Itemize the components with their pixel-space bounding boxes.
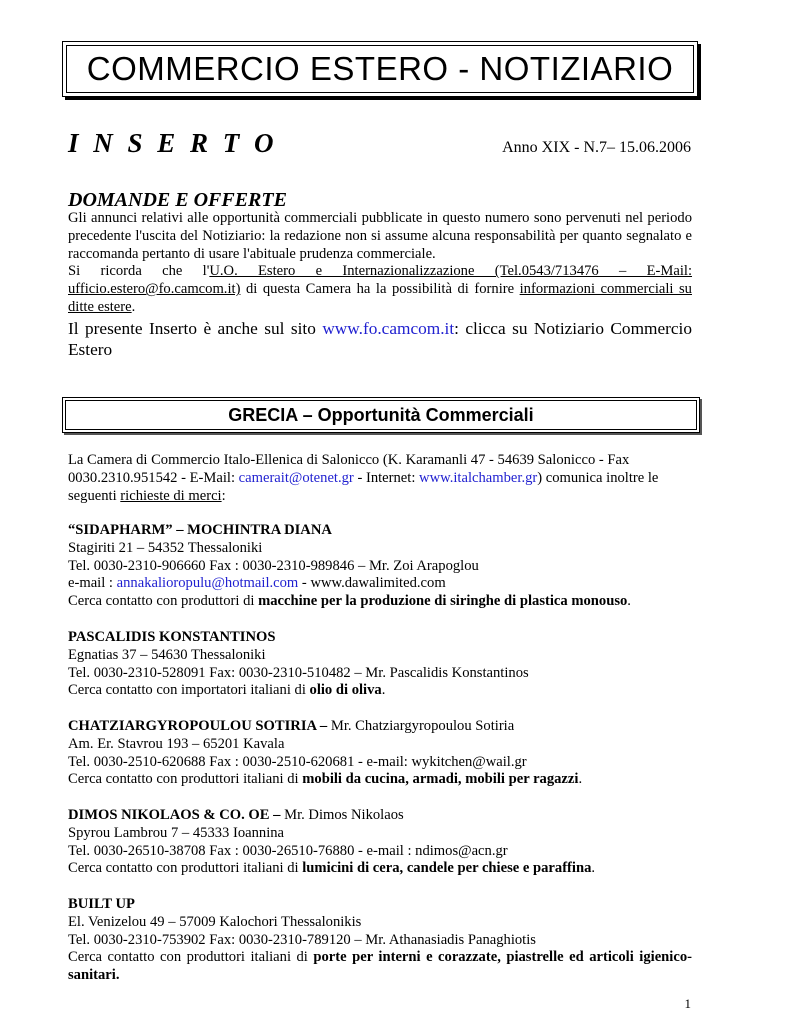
entry-built-up <box>68 896 692 985</box>
entry-request-bold: olio di oliva <box>309 682 382 699</box>
entry-request-post: . <box>578 771 583 788</box>
entry-request-pre: Cerca contatto con produttori italiani di <box>68 949 314 966</box>
entry-contact: Mr. Dimos Nikolaos <box>284 807 404 823</box>
entry-name: “SIDAPHARM” – MOCHINTRA DIANA <box>68 522 332 538</box>
commercial-info-link[interactable]: informazioni commerciali su ditte estere <box>68 281 692 315</box>
page-number: 1 <box>684 996 691 1011</box>
entry-request-bold: porte per interni e corazzate, piastrelle ed articoli igienico-sanitari. <box>68 949 692 984</box>
entry-phone: Tel. 0030-2310-906660 Fax : 0030-2310-989846 – Mr. Zoi Arapoglou <box>68 557 479 574</box>
chamber-intro <box>68 452 692 505</box>
entry-name: BUILT UP <box>68 896 135 912</box>
requests-link: richieste di merci <box>120 487 222 504</box>
chamber-paragraph <box>68 452 692 505</box>
chamber-pre: La Camera di Commercio Italo-Ellenica di Salonicco (K. Karamanli 47 - 54639 Salonicco - Fax 0030.2310.951542 - E-Mail: <box>68 452 630 486</box>
entry-pascalidis <box>68 629 692 700</box>
chamber-email-link[interactable]: camerait@otenet.gr <box>238 469 354 486</box>
entry-request-post: . <box>381 682 386 699</box>
entry-request-pre: Cerca contatto con produttori italiani di <box>68 860 303 877</box>
entry-email-pre: e-mail : <box>68 575 117 592</box>
entry-request-pre: Cerca contatto con importatori italiani di <box>68 682 310 699</box>
entry-request-pre: Cerca contatto con produttori italiani di <box>68 771 303 788</box>
entry-request <box>68 593 692 611</box>
country-box <box>62 397 700 433</box>
entry-name: DIMOS NIKOLAOS & CO. OE – <box>68 807 285 823</box>
issue-info: Anno XIX - N.7– 15.06.2006 <box>502 139 691 156</box>
intro-text <box>68 210 692 317</box>
entry-name: CHATZIARGYROPOULOU SOTIRIA – <box>68 718 331 734</box>
intro-p2-pre: Si ricorda che l' <box>68 263 210 280</box>
entry-request-bold: mobili da cucina, armadi, mobili per ragazzi <box>302 771 579 788</box>
website-link[interactable]: www.fo.camcom.it <box>322 319 455 338</box>
entry-email-post: - www.dawalimited.com <box>298 575 446 592</box>
entry-sidapharm <box>68 522 692 611</box>
intro-p2-mid: di questa Camera ha la possibilità di fornire <box>240 281 520 298</box>
site-note <box>68 318 692 360</box>
intro-paragraph-2 <box>68 263 692 316</box>
page-title: COMMERCIO ESTERO - NOTIZIARIO <box>86 50 674 87</box>
entry-contact: Mr. Chatziargyropoulou Sotiria <box>330 718 515 734</box>
entry-address: Am. Er. Stavrou 193 – 65201 Kavala <box>68 735 285 752</box>
entry-address: Spyrou Lambrou 7 – 45333 Ioannina <box>68 824 285 841</box>
chamber-post1: ) comunica inoltre le seguenti <box>68 469 659 504</box>
entry-request <box>68 771 692 789</box>
intro-paragraph-1: Gli annunci relativi alle opportunità commerciali pubblicate in questo numero sono pervenuti nel periodo precedente l'uscita del Notiziario: la redazione non si assume alcuna responsabilità per quanto segnalato e raccomanda pertanto di usare l'abituale prudenza commerciale. <box>68 210 692 262</box>
entry-phone: Tel. 0030-2310-528091 Fax: 0030-2310-510482 – Mr. Pascalidis Konstantinos <box>68 664 529 681</box>
entry-request <box>68 949 692 985</box>
title-box <box>62 41 698 97</box>
entry-request-post: . <box>591 860 596 877</box>
chamber-post2: : <box>221 487 226 504</box>
chamber-web-link[interactable]: www.italchamber.gr <box>419 469 538 486</box>
entry-phone: Tel. 0030-26510-38708 Fax : 0030-26510-76880 - e-mail : ndimos@acn.gr <box>68 842 508 859</box>
entry-chatziargyropoulou <box>68 718 692 789</box>
site-post: : clicca su Notiziario Commercio Estero <box>68 319 692 359</box>
entry-email-link[interactable]: annakalioropulu@hotmail.com <box>116 575 299 592</box>
entry-name-line <box>68 807 692 825</box>
entry-email-line <box>68 575 692 593</box>
office-link[interactable]: U.O. Estero e Internazionalizzazione (Tel.0543/713476 – E-Mail: ufficio.estero@fo.camcom.it) <box>68 263 693 298</box>
entry-request-pre: Cerca contatto con produttori di <box>68 593 259 610</box>
entry-request <box>68 682 692 700</box>
country-box-inner <box>65 400 697 430</box>
entry-phone: Tel. 0030-2510-620688 Fax : 0030-2510-620681 - e-mail: wykitchen@wail.gr <box>68 753 527 770</box>
entry-name-line <box>68 718 692 736</box>
intro-p2-post: . <box>131 298 136 315</box>
site-paragraph <box>68 318 692 360</box>
entry-phone: Tel. 0030-2310-753902 Fax: 0030-2310-789120 – Mr. Athanasiadis Panaghiotis <box>68 931 536 948</box>
site-pre: Il presente Inserto è anche sul sito <box>68 319 323 338</box>
chamber-mid: - Internet: <box>353 469 420 486</box>
entry-dimos <box>68 807 692 878</box>
entry-name: PASCALIDIS KONSTANTINOS <box>68 629 276 645</box>
entry-request-post: . <box>627 593 631 610</box>
entry-request-bold: macchine per la produzione di siringhe di plastica monouso <box>258 593 628 610</box>
entry-address: Stagiriti 21 – 54352 Thessaloniki <box>68 539 263 556</box>
entry-address: Egnatias 37 – 54630 Thessaloniki <box>68 646 266 663</box>
title-box-inner <box>66 45 694 93</box>
inserto-heading: I N S E R T O <box>68 128 278 158</box>
country-heading: GRECIA – Opportunità Commerciali <box>228 404 534 425</box>
section-heading: DOMANDE E OFFERTE <box>68 189 287 211</box>
entry-address: El. Venizelou 49 – 57009 Kalochori Thessalonikis <box>68 913 362 930</box>
entry-request <box>68 860 692 878</box>
entry-request-bold: lumicini di cera, candele per chiese e paraffina <box>302 860 592 877</box>
